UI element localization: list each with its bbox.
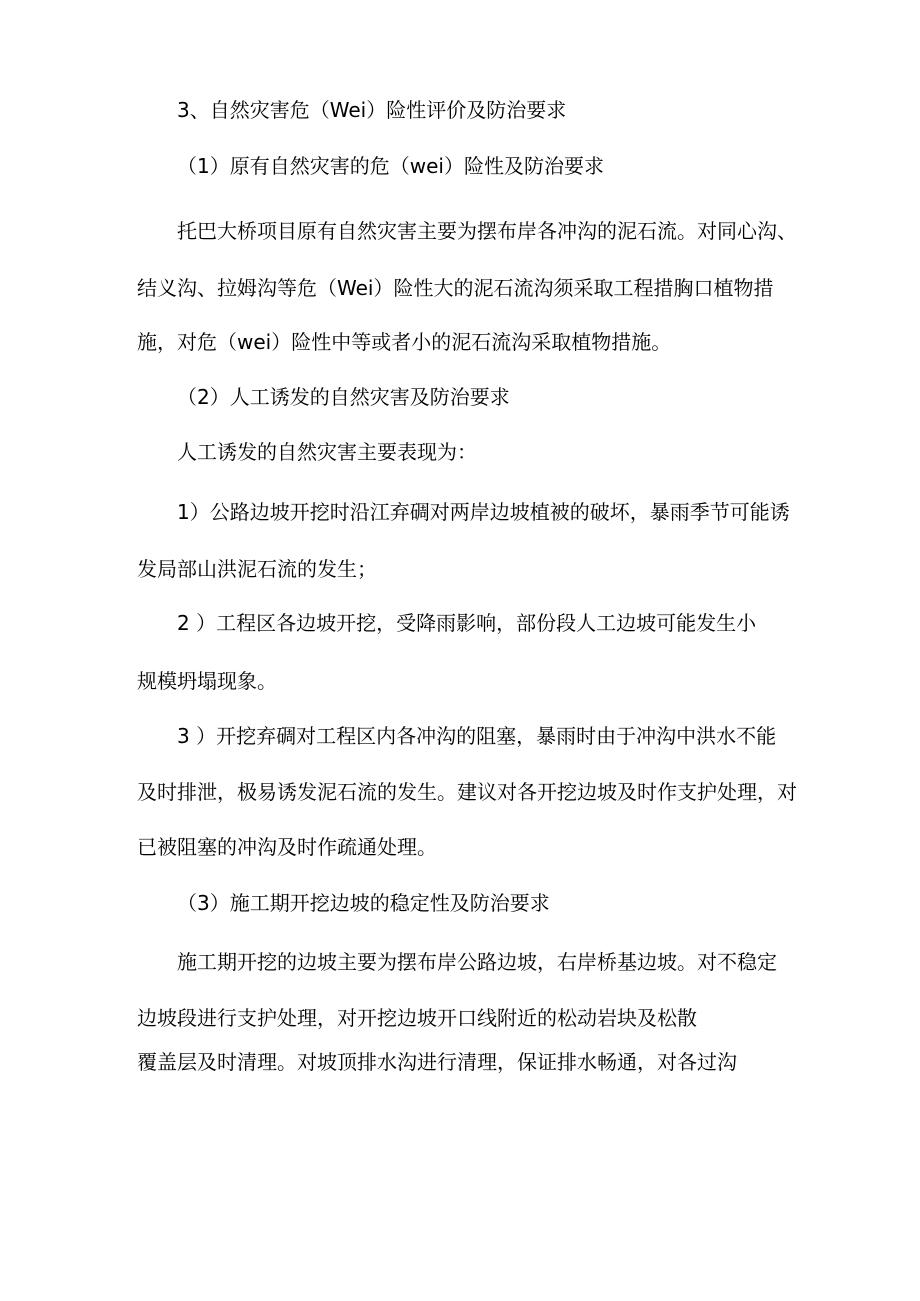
paragraph-line: 人工诱发的自然灾害主要表现为： bbox=[177, 440, 477, 464]
list-item-line: 1）公路边坡开挖时沿江弃碉对两岸边坡植被的破坏，暴雨季节可能诱 bbox=[177, 500, 790, 524]
subsection-heading: （3）施工期开挖边坡的稳定性及防治要求 bbox=[177, 891, 550, 915]
list-item-line: 已被阻塞的冲沟及时作疏通处理。 bbox=[137, 835, 437, 859]
section-heading: 3、自然灾害危（Wei）险性评价及防治要求 bbox=[177, 98, 567, 122]
paragraph-line: 施工期开挖的边坡主要为摆布岸公路边坡，右岸桥基边坡。对不稳定 bbox=[177, 950, 777, 974]
paragraph-line: 边坡段进行支护处理，对开挖边坡开口线附近的松动岩块及松散 bbox=[137, 1006, 697, 1030]
paragraph-line: 结义沟、拉姆沟等危（Wei）险性大的泥石流沟须采取工程措胸口植物措 bbox=[137, 276, 774, 300]
paragraph-line: 施，对危（wei）险性中等或者小的泥石流沟采取植物措施。 bbox=[137, 330, 672, 354]
list-item-line: 及时排泄，极易诱发泥石流的发生。建议对各开挖边坡及时作支护处理，对 bbox=[137, 780, 797, 804]
list-item-line: 3 ）开挖弃碉对工程区内各冲沟的阻塞，暴雨时由于冲沟中洪水不能 bbox=[177, 724, 777, 748]
paragraph-line: 托巴大桥项目原有自然灾害主要为摆布岸各冲沟的泥石流。对同心沟、 bbox=[177, 219, 797, 243]
list-item-line: 规模坍塌现象。 bbox=[137, 669, 277, 693]
subsection-heading: （1）原有自然灾害的危（wei）险性及防治要求 bbox=[177, 154, 604, 178]
list-item-line: 2 ）工程区各边坡开挖，受降雨影响，部份段人工边坡可能发生小 bbox=[177, 611, 757, 635]
subsection-heading: （2）人工诱发的自然灾害及防治要求 bbox=[177, 385, 510, 409]
list-item-line: 发局部山洪泥石流的发生； bbox=[137, 557, 377, 581]
paragraph-line: 覆盖层及时清理。对坡顶排水沟进行清理，保证排水畅通，对各过沟 bbox=[137, 1050, 737, 1074]
